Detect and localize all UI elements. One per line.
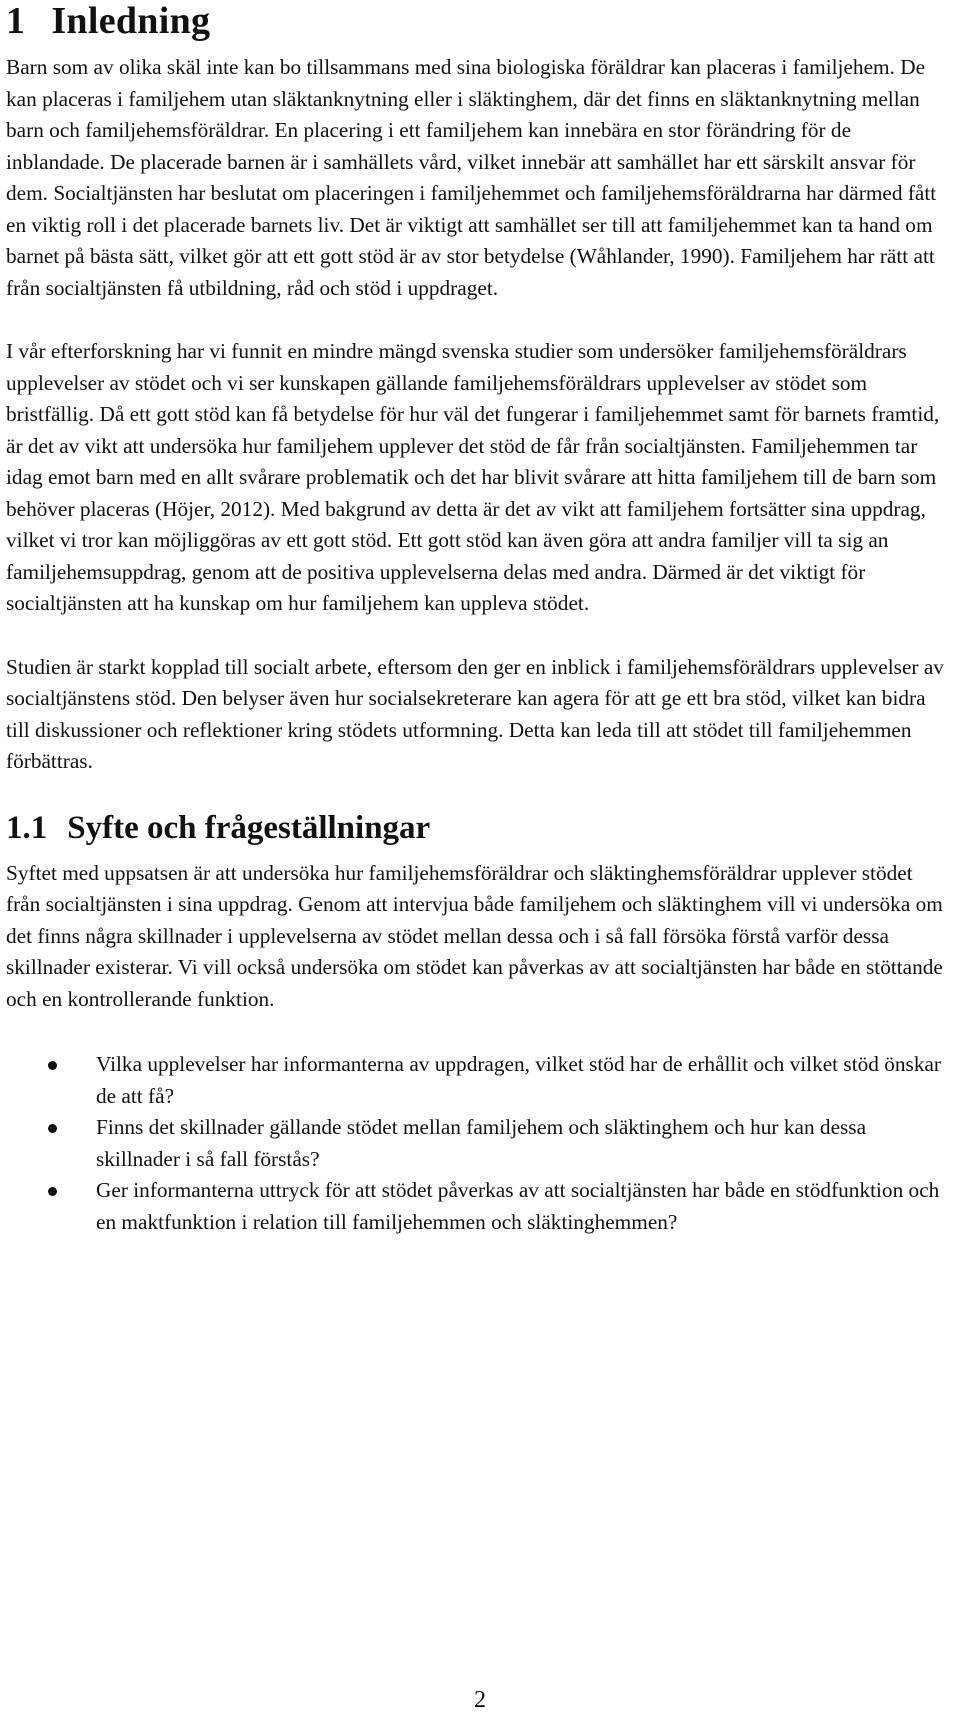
section-title: Inledning: [51, 0, 211, 42]
research-questions-list: [6, 1049, 952, 1238]
section-number: 1: [6, 0, 26, 42]
document-page: [6, 0, 952, 1238]
bullet-icon: [48, 1124, 57, 1133]
subsection-heading: [6, 808, 952, 848]
subsection-number: 1.1: [6, 809, 48, 846]
subsection-title: Syfte och frågeställningar: [67, 809, 431, 846]
purpose-paragraph: Syftet med uppsatsen är att undersöka hur familjehemsföräldrar och släktinghemsföräldrar upplever stödet från socialtjänsten i sina uppdrag. Genom att intervjua både familjehem och släktinghem vill vi undersöka om det finns några skillnader i upplevelserna av stödet mellan dessa och i så fall försöka förstå varför dessa skillnader existerar. Vi vill också undersöka om stödet kan påverkas av att socialtjänsten har både en stöttande och en kontrollerande funktion.: [6, 860, 943, 1011]
intro-paragraph-1: Barn som av olika skäl inte kan bo tillsammans med sina biologiska föräldrar kan placeras i familjehem. De kan placeras i familjehem utan släktanknytning eller i släktinghem, där det finns en släktanknytning mellan barn och familjehemsföräldrar. En placering i ett familjehem kan innebära en stor förändring för de inblandade. De placerade barnen är i samhällets vård, vilket innebär att samhället har ett särskilt ansvar för dem. Socialtjänsten har beslutat om placeringen i familjehemmet och familjehemsföräldrarna har därmed fått en viktig roll i det placerade barnets liv. Det är viktigt att samhället ser till att familjehemmet kan ta hand om barnet på bästa sätt, vilket gör att ett gott stöd är av stor betydelse (Wåhlander, 1990). Familjehem har rätt att från socialtjänsten få utbildning, råd och stöd i uppdraget.: [6, 55, 937, 300]
intro-paragraph-2: I vår efterforskning har vi funnit en mindre mängd svenska studier som undersöker familjehemsföräldrars upplevelser av stödet och vi ser kunskapen gällande familjehemsföräldrars upplevelser av stödet som bristfällig. Då ett gott stöd kan få betydelse för hur väl det fungerar i familjehemmet samt för barnets framtid, är det av vikt att undersöka hur familjehem upplever det stöd de får från socialtjänsten. Familjehemmen tar idag emot barn med en allt svårare problematik och det har blivit svårare att hitta familjehem till de barn som behöver placeras (Höjer, 2012). Med bakgrund av detta är det av vikt att familjehem fortsätter sina uppdrag, vilket vi tror kan möjliggöras av ett gott stöd. Ett gott stöd kan även göra att andra familjer vill ta sig an familjehemsuppdrag, genom att de positiva upplevelserna delas med andra. Därmed är det viktigt för socialtjänsten att ha kunskap om hur familjehem kan uppleva stödet.: [6, 339, 940, 615]
question-text: Finns det skillnader gällande stödet mellan familjehem och släktinghem och hur kan dessa skillnader i så fall förstås?: [96, 1115, 867, 1171]
bullet-icon: [48, 1187, 57, 1196]
bullet-icon: [48, 1061, 57, 1070]
question-text: Vilka upplevelser har informanterna av uppdragen, vilket stöd har de erhållit och vilket stöd önskar de att få?: [96, 1052, 942, 1108]
list-item: [6, 1049, 952, 1112]
list-item: [6, 1175, 952, 1238]
page-number: 2: [474, 1687, 486, 1713]
intro-paragraph-3: Studien är starkt kopplad till socialt arbete, eftersom den ger en inblick i familjehemsföräldrars upplevelser av socialtjänstens stöd. Den belyser även hur socialsekreterare kan agera för att ge ett bra stöd, vilket kan bidra till diskussioner och reflektioner kring stödets utformning. Detta kan leda till att stödet till familjehemmen förbättras.: [6, 654, 944, 773]
section-heading: [6, 0, 952, 42]
list-item: [6, 1112, 952, 1175]
question-text: Ger informanterna uttryck för att stödet påverkas av att socialtjänsten har både en stödfunktion och en maktfunktion i relation till familjehemmen och släktinghemmen?: [96, 1178, 940, 1234]
